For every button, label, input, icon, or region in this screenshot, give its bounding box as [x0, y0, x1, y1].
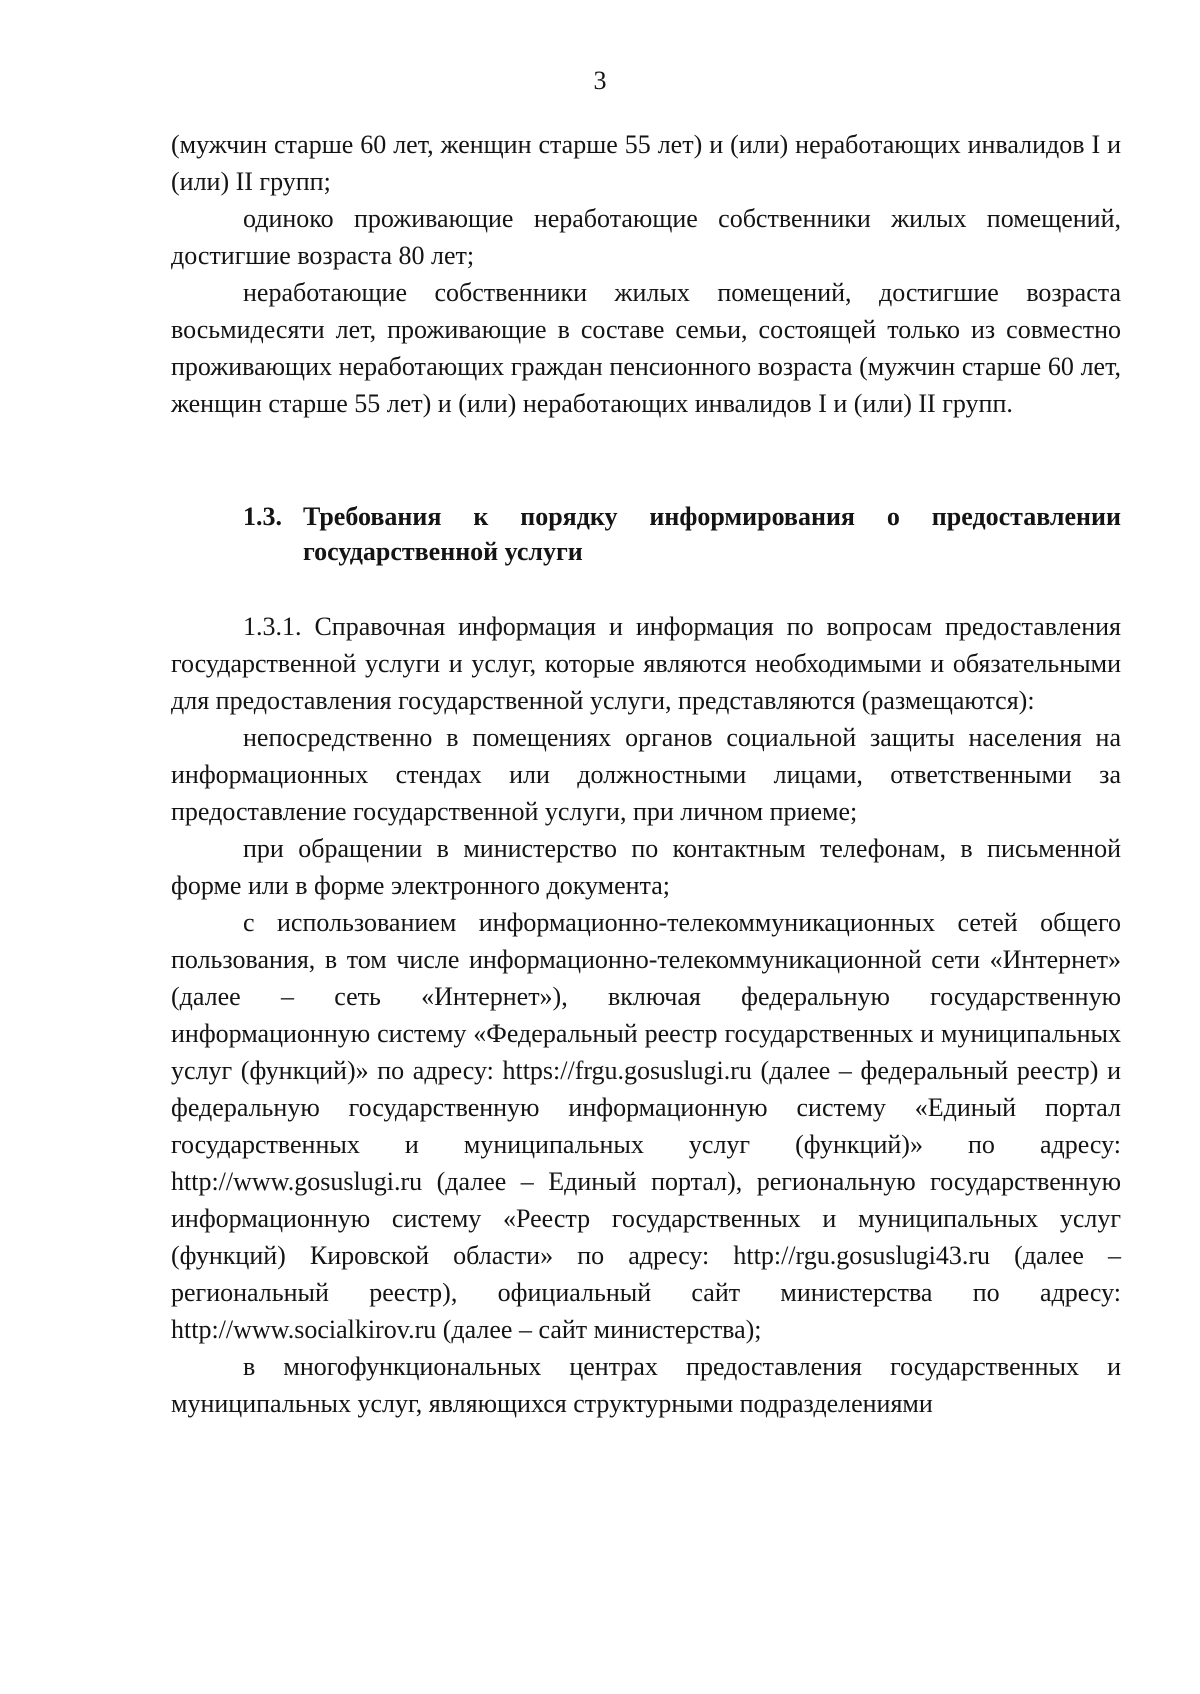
section-title-line1: Требования к порядку информирования о предоставлении [303, 502, 1121, 531]
paragraph: одиноко проживающие неработающие собственники жилых помещений, достигшие возраста 80 лет; [171, 204, 1121, 270]
text-block-main [171, 608, 1121, 1422]
paragraph: (мужчин старше 60 лет, женщин старше 55 лет) и (или) неработающих инвалидов I и (или) II групп; [171, 130, 1121, 196]
section-heading [243, 499, 1121, 569]
section-number: 1.3. [243, 502, 282, 531]
paragraph: непосредственно в помещениях органов социальной защиты населения на информационных стендах или должностными лицами, ответственными за предоставление государственной услуги, при личном приеме; [171, 723, 1121, 826]
paragraph: с использованием информационно-телекоммуникационных сетей общего пользования, в том числе информационно-телекоммуникационной сети «Интернет» (далее – сеть «Интернет»), включая федеральную государственную информационную систему «Федеральный реестр государственных и муниципальных услуг (функций)» по адресу: https://frgu.gosuslugi.ru (далее – федеральный реестр) и федеральную государственную информационную систему «Единый портал государственных и муниципальных услуг (функций)» по адресу: http://www.gosuslugi.ru (далее – Единый портал), региональную государственную информационную систему «Реестр государственных и муниципальных услуг (функций) Кировской области» по адресу: http://rgu.gosuslugi43.ru (далее – региональный реестр), официальный сайт министерства по адресу: http://www.socialkirov.ru (далее – сайт министерства); [171, 908, 1121, 1344]
paragraph: 1.3.1. Справочная информация и информация по вопросам предоставления государственной услуги и услуг, которые являются необходимыми и обязательными для предоставления государственной услуги, представляются (размещаются): [171, 612, 1121, 715]
section-title-line2: государственной услуги [303, 537, 583, 566]
paragraph: в многофункциональных центрах предоставления государственных и муниципальных услуг, являющихся структурными подразделениями [171, 1352, 1121, 1418]
paragraph: неработающие собственники жилых помещений, достигшие возраста восьмидесяти лет, проживающие в составе семьи, состоящей только из совместно проживающих неработающих граждан пенсионного возраста (мужчин старше 60 лет, женщин старше 55 лет) и (или) неработающих инвалидов I и (или) II групп. [171, 278, 1121, 418]
paragraph: при обращении в министерство по контактным телефонам, в письменной форме или в форме электронного документа; [171, 834, 1121, 900]
page-number: 3 [593, 66, 607, 95]
section-heading-line [243, 499, 1121, 534]
text-block-top [171, 126, 1121, 422]
